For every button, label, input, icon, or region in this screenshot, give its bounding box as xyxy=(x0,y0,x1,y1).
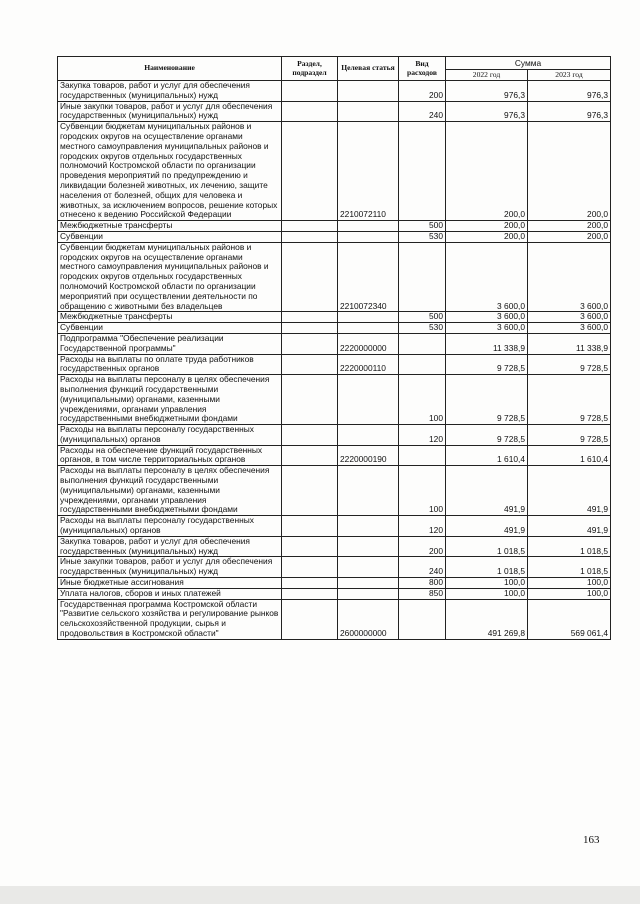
row-value-2022: 200,0 xyxy=(446,231,528,242)
row-name: Расходы на выплаты персоналу государственных (муниципальных) органов xyxy=(58,516,282,537)
row-type: 240 xyxy=(399,101,446,122)
table-row xyxy=(58,101,611,122)
row-value-2023: 1 018,5 xyxy=(528,536,611,557)
row-section xyxy=(282,354,338,375)
row-name: Закупка товаров, работ и услуг для обеспечения государственных (муниципальных) нужд xyxy=(58,536,282,557)
row-value-2023: 9 728,5 xyxy=(528,354,611,375)
table-row xyxy=(58,588,611,599)
row-type: 530 xyxy=(399,323,446,334)
row-name: Расходы на обеспечение функций государственных органов, в том числе территориальных органов xyxy=(58,445,282,466)
table-row xyxy=(58,354,611,375)
row-value-2023: 9 728,5 xyxy=(528,375,611,425)
row-value-2022: 9 728,5 xyxy=(446,375,528,425)
row-name: Иные закупки товаров, работ и услуг для обеспечения государственных (муниципальных) нужд xyxy=(58,101,282,122)
row-name: Расходы на выплаты по оплате труда работников государственных органов xyxy=(58,354,282,375)
row-type: 240 xyxy=(399,557,446,578)
row-type xyxy=(399,333,446,354)
row-target xyxy=(338,101,399,122)
row-value-2022: 1 018,5 xyxy=(446,557,528,578)
row-section xyxy=(282,588,338,599)
table-row xyxy=(58,557,611,578)
row-value-2023: 11 338,9 xyxy=(528,333,611,354)
table-row xyxy=(58,231,611,242)
row-target xyxy=(338,588,399,599)
row-type xyxy=(399,445,446,466)
table-row xyxy=(58,323,611,334)
table-row xyxy=(58,312,611,323)
row-section xyxy=(282,578,338,589)
row-value-2023: 200,0 xyxy=(528,122,611,221)
row-section xyxy=(282,312,338,323)
row-value-2022: 9 728,5 xyxy=(446,425,528,446)
row-name: Расходы на выплаты персоналу в целях обеспечения выполнения функций государственными (муниципальными) органами, казенными учреждениями, органами управления государственными внебюджетными фондами xyxy=(58,466,282,516)
row-name: Расходы на выплаты персоналу государственных (муниципальных) органов xyxy=(58,425,282,446)
table-row xyxy=(58,536,611,557)
table-header xyxy=(58,57,611,81)
table-row xyxy=(58,445,611,466)
scan-bottom-band xyxy=(0,886,640,904)
row-type: 100 xyxy=(399,375,446,425)
row-name: Субвенции xyxy=(58,323,282,334)
row-name: Субвенции бюджетам муниципальных районов и городских округов на осуществление органами местного самоуправления муниципальных районов и городских округов отдельных государственных полномочий Костромской области по организации проведения мероприятий по предупреждению и ликвидации болезней животных, их лечению, защите населения от болезней, общих для человека и животных, за исключением вопросов, решение которых отнесено к ведению Российской Федерации xyxy=(58,122,282,221)
table-row xyxy=(58,242,611,312)
row-value-2023: 100,0 xyxy=(528,578,611,589)
row-target xyxy=(338,557,399,578)
row-target xyxy=(338,578,399,589)
row-target: 2220000000 xyxy=(338,333,399,354)
row-target: 2210072340 xyxy=(338,242,399,312)
row-target: 2600000000 xyxy=(338,599,399,639)
row-value-2022: 11 338,9 xyxy=(446,333,528,354)
row-name: Субвенции xyxy=(58,231,282,242)
row-type xyxy=(399,122,446,221)
table-row xyxy=(58,221,611,232)
row-type: 500 xyxy=(399,312,446,323)
row-value-2022: 200,0 xyxy=(446,122,528,221)
row-target: 2220000190 xyxy=(338,445,399,466)
table-row xyxy=(58,516,611,537)
row-target xyxy=(338,221,399,232)
row-target xyxy=(338,375,399,425)
header-name: Наименование xyxy=(58,57,282,81)
table-body xyxy=(58,81,611,640)
row-value-2023: 491,9 xyxy=(528,466,611,516)
row-type: 200 xyxy=(399,536,446,557)
row-section xyxy=(282,81,338,102)
table-row xyxy=(58,599,611,639)
row-section xyxy=(282,557,338,578)
row-type xyxy=(399,354,446,375)
row-value-2023: 9 728,5 xyxy=(528,425,611,446)
header-year-2023: 2023 год xyxy=(528,70,611,81)
table-row xyxy=(58,122,611,221)
table-row xyxy=(58,578,611,589)
row-value-2022: 491,9 xyxy=(446,466,528,516)
row-name: Межбюджетные трансферты xyxy=(58,312,282,323)
row-target xyxy=(338,323,399,334)
row-section xyxy=(282,466,338,516)
row-value-2022: 100,0 xyxy=(446,588,528,599)
row-value-2023: 3 600,0 xyxy=(528,242,611,312)
budget-table xyxy=(57,56,611,640)
row-value-2023: 200,0 xyxy=(528,231,611,242)
row-target: 2220000110 xyxy=(338,354,399,375)
header-type: Вид расходов xyxy=(399,57,446,81)
row-name: Расходы на выплаты персоналу в целях обеспечения выполнения функций государственными (муниципальными) органами, казенными учреждениями, органами управления государственными внебюджетными фондами xyxy=(58,375,282,425)
table-row xyxy=(58,375,611,425)
row-section xyxy=(282,323,338,334)
row-value-2022: 1 610,4 xyxy=(446,445,528,466)
row-target xyxy=(338,536,399,557)
row-name: Межбюджетные трансферты xyxy=(58,221,282,232)
row-section xyxy=(282,122,338,221)
header-target: Целевая статья xyxy=(338,57,399,81)
row-target xyxy=(338,81,399,102)
table-row xyxy=(58,466,611,516)
row-name: Закупка товаров, работ и услуг для обеспечения государственных (муниципальных) нужд xyxy=(58,81,282,102)
row-type: 100 xyxy=(399,466,446,516)
row-section xyxy=(282,375,338,425)
row-value-2023: 491,9 xyxy=(528,516,611,537)
row-section xyxy=(282,221,338,232)
row-type: 120 xyxy=(399,425,446,446)
row-type xyxy=(399,599,446,639)
header-year-2022: 2022 год xyxy=(446,70,528,81)
row-value-2022: 9 728,5 xyxy=(446,354,528,375)
row-target: 2210072110 xyxy=(338,122,399,221)
row-type: 530 xyxy=(399,231,446,242)
row-value-2022: 976,3 xyxy=(446,101,528,122)
row-target xyxy=(338,231,399,242)
row-section xyxy=(282,516,338,537)
row-type xyxy=(399,242,446,312)
table-row xyxy=(58,425,611,446)
row-name: Иные бюджетные ассигнования xyxy=(58,578,282,589)
row-section xyxy=(282,231,338,242)
row-value-2022: 976,3 xyxy=(446,81,528,102)
row-type: 500 xyxy=(399,221,446,232)
row-type: 850 xyxy=(399,588,446,599)
row-value-2023: 3 600,0 xyxy=(528,312,611,323)
row-type: 800 xyxy=(399,578,446,589)
header-section: Раздел, подраздел xyxy=(282,57,338,81)
row-target xyxy=(338,516,399,537)
table-row xyxy=(58,333,611,354)
row-name: Субвенции бюджетам муниципальных районов и городских округов на осуществление органами местного самоуправления муниципальных районов и городских округов отдельных государственных полномочий Костромской области по организации мероприятий при осуществлении деятельности по обращению с животными без владельцев xyxy=(58,242,282,312)
row-name: Иные закупки товаров, работ и услуг для обеспечения государственных (муниципальных) нужд xyxy=(58,557,282,578)
row-target xyxy=(338,425,399,446)
row-value-2022: 3 600,0 xyxy=(446,242,528,312)
row-value-2022: 200,0 xyxy=(446,221,528,232)
table-row xyxy=(58,81,611,102)
row-type: 200 xyxy=(399,81,446,102)
row-name: Подпрограмма "Обеспечение реализации Государственной программы" xyxy=(58,333,282,354)
row-section xyxy=(282,333,338,354)
page-number: 163 xyxy=(583,834,600,846)
row-type: 120 xyxy=(399,516,446,537)
row-section xyxy=(282,101,338,122)
row-section xyxy=(282,425,338,446)
row-name: Государственная программа Костромской области "Развитие сельского хозяйства и регулирование рынков сельскохозяйственной продукции, сырья и продовольствия в Костромской области" xyxy=(58,599,282,639)
row-value-2022: 3 600,0 xyxy=(446,323,528,334)
row-value-2022: 491 269,8 xyxy=(446,599,528,639)
row-section xyxy=(282,242,338,312)
row-section xyxy=(282,536,338,557)
row-value-2023: 3 600,0 xyxy=(528,323,611,334)
row-target xyxy=(338,312,399,323)
row-section xyxy=(282,445,338,466)
row-value-2023: 976,3 xyxy=(528,101,611,122)
header-sum: Сумма xyxy=(446,57,611,70)
row-section xyxy=(282,599,338,639)
row-value-2023: 200,0 xyxy=(528,221,611,232)
row-value-2023: 1 018,5 xyxy=(528,557,611,578)
row-value-2023: 569 061,4 xyxy=(528,599,611,639)
row-target xyxy=(338,466,399,516)
row-value-2022: 100,0 xyxy=(446,578,528,589)
row-value-2022: 491,9 xyxy=(446,516,528,537)
row-value-2023: 1 610,4 xyxy=(528,445,611,466)
row-value-2022: 3 600,0 xyxy=(446,312,528,323)
row-name: Уплата налогов, сборов и иных платежей xyxy=(58,588,282,599)
row-value-2023: 100,0 xyxy=(528,588,611,599)
row-value-2023: 976,3 xyxy=(528,81,611,102)
row-value-2022: 1 018,5 xyxy=(446,536,528,557)
